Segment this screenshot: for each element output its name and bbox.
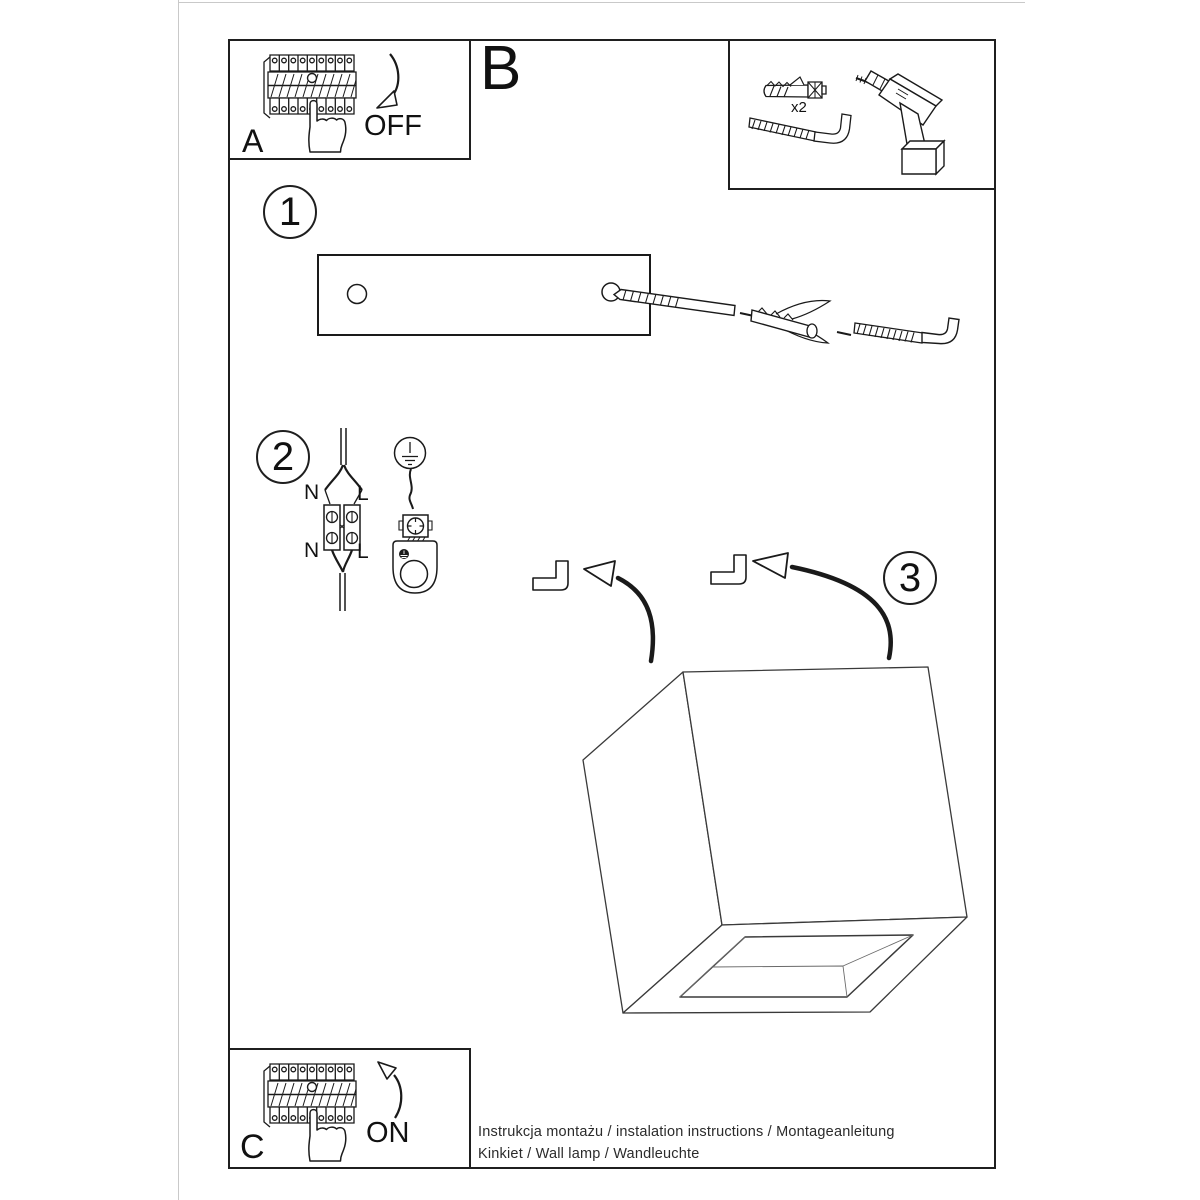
plate-hole-left xyxy=(348,285,367,304)
wall-plug-icon xyxy=(764,77,826,98)
wire-n-bottom-label: N xyxy=(304,539,320,562)
page-edge-top xyxy=(178,2,1025,3)
step-3-marker xyxy=(883,551,937,605)
breaker-panel-off-illustration xyxy=(230,41,473,162)
wire-l-bottom-label: L xyxy=(357,540,369,563)
parts-box xyxy=(728,39,996,190)
breaker-off-box xyxy=(228,39,471,160)
cube-lamp-icon xyxy=(583,667,967,1013)
hook-screw-icon xyxy=(749,114,851,143)
lamp-base-icon xyxy=(393,541,437,593)
section-b-label: B xyxy=(480,34,522,103)
wire-merge-bottom xyxy=(332,550,352,572)
wire-n-top-label: N xyxy=(304,481,320,504)
page-edge-left xyxy=(178,0,179,1200)
parts-illustration xyxy=(730,41,998,192)
power-off-label: OFF xyxy=(364,110,422,142)
power-on-label: ON xyxy=(366,1117,410,1149)
hook-screw-icon xyxy=(854,318,959,344)
arrow-up-icon xyxy=(378,1062,401,1118)
step-2-wiring-illustration xyxy=(298,418,458,618)
footer-line-2: Kinkiet / Wall lamp / Wandleuchte xyxy=(478,1146,700,1162)
drill-icon xyxy=(856,71,944,174)
panel-c-label: C xyxy=(240,1128,265,1166)
step-1-marker xyxy=(263,185,317,239)
footer-text xyxy=(478,1121,895,1165)
terminal-block-icon xyxy=(324,505,360,550)
hang-arrow-right-icon xyxy=(753,553,891,658)
mounting-hook-left-icon xyxy=(533,561,568,590)
breaker-panel-on-illustration xyxy=(230,1050,473,1171)
mounting-hook-right-icon xyxy=(711,555,746,584)
wire-l-top-label: L xyxy=(357,482,369,505)
cube-front-face xyxy=(683,667,967,925)
dash-2 xyxy=(837,332,851,335)
ground-wire xyxy=(409,469,413,509)
step-1-number: 1 xyxy=(278,189,302,234)
hang-arrow-left-icon xyxy=(584,561,653,661)
breaker-on-box xyxy=(228,1048,471,1169)
step-2-number: 2 xyxy=(271,434,295,479)
footer-line-1: Instrukcja montażu / instalation instructions / Montageanleitung xyxy=(478,1124,895,1140)
wall-anchor-icon xyxy=(751,301,830,343)
step-1-illustration xyxy=(310,240,1000,370)
cable-top xyxy=(341,428,346,465)
ground-terminal-icon xyxy=(399,515,432,542)
anchor-quantity-label: x2 xyxy=(791,99,807,116)
cable-bottom xyxy=(340,573,345,611)
step-3-number: 3 xyxy=(898,555,922,600)
ground-symbol-icon xyxy=(395,438,426,469)
mounting-plate xyxy=(318,255,650,335)
panel-a-label: A xyxy=(242,123,264,159)
arrow-down-icon xyxy=(377,54,398,108)
step-3-illustration xyxy=(520,540,980,1030)
